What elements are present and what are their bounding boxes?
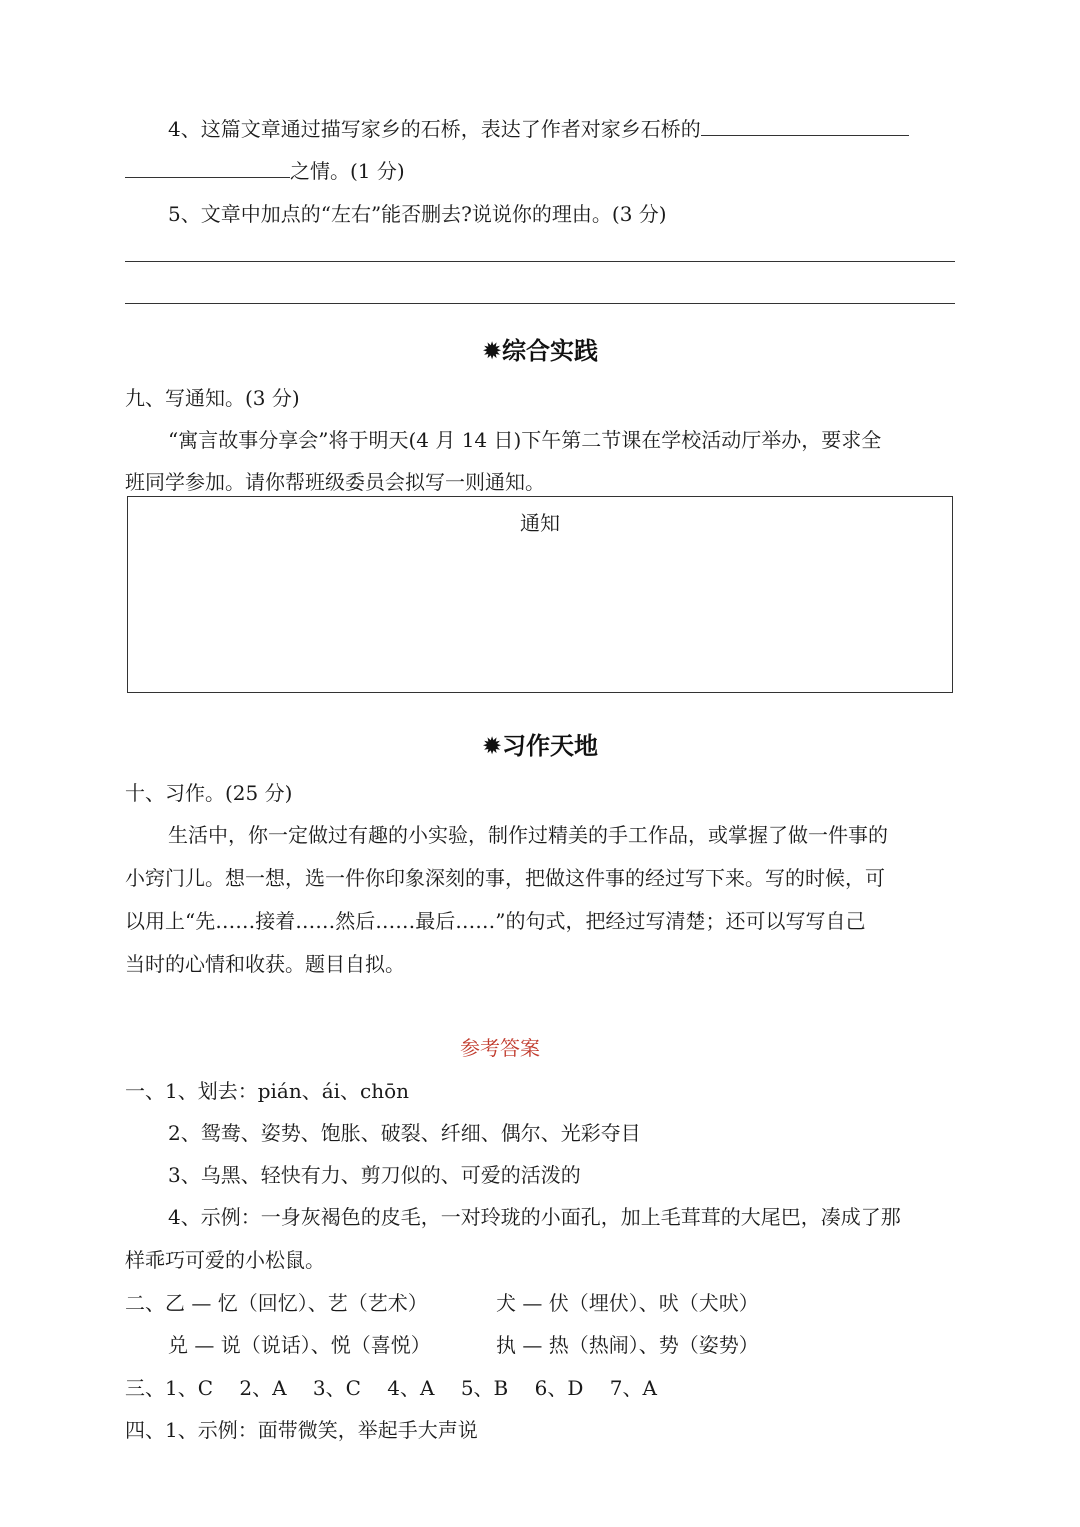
- answers-title: 参考答案: [460, 1036, 540, 1060]
- answer-line: 4、示例：一身灰褐色的皮毛，一对玲珑的小面孔，加上毛茸茸的大尾巴，凑成了那: [168, 1205, 901, 1229]
- answer-line: 执 — 热（热闹）、势（姿势）: [496, 1333, 759, 1357]
- question-4-text: 4、这篇文章通过描写家乡的石桥，表达了作者对家乡石桥的: [168, 117, 701, 141]
- notice-title: 通知: [520, 511, 560, 535]
- question-10-heading: 十、习作。(25 分): [125, 781, 293, 805]
- question-9-heading: 九、写通知。(3 分): [125, 386, 300, 410]
- section-title-writing: [0, 726, 1080, 761]
- notice-writing-box[interactable]: [127, 496, 953, 693]
- answer-line: 一、1、划去：pián、ái、chōn: [125, 1079, 410, 1103]
- answer-line: 2、鸳鸯、姿势、饱胀、破裂、纤细、偶尔、光彩夺目: [168, 1121, 641, 1145]
- answer-line: 3、乌黑、轻快有力、剪刀似的、可爱的活泼的: [168, 1163, 581, 1187]
- question-4-continued: [125, 155, 405, 184]
- section-title-practice: [0, 331, 1080, 366]
- question-10-line: 小窍门儿。想一想，选一件你印象深刻的事，把做这件事的经过写下来。写的时候，可: [125, 866, 885, 890]
- answer-line: 三、1、C 2、A 3、C 4、A 5、B 6、D 7、A: [125, 1376, 657, 1400]
- answer-line: 犬 — 伏（埋伏）、吠（犬吠）: [496, 1291, 759, 1315]
- question-4: [168, 113, 909, 142]
- section-title-text: 习作天地: [502, 732, 599, 760]
- answer-blank[interactable]: [701, 115, 909, 136]
- question-10-line: 以用上“先……接着……然后……最后……”的句式，把经过写清楚；还可以写写自己: [125, 909, 866, 933]
- section-title-text: 综合实践: [502, 337, 599, 365]
- sun-icon: ✹: [481, 337, 503, 365]
- question-10-line: 当时的心情和收获。题目自拟。: [125, 952, 405, 976]
- question-4-end: 之情。(1 分): [290, 159, 405, 183]
- answer-line: 样乖巧可爱的小松鼠。: [125, 1248, 325, 1272]
- sun-icon: ✹: [481, 732, 503, 760]
- answer-line: 兑 — 说（说话）、悦（喜悦）: [168, 1333, 431, 1357]
- answer-line[interactable]: [125, 303, 955, 304]
- question-9-line: “寓言故事分享会”将于明天(4 月 14 日)下午第二节课在学校活动厅举办，要求全: [168, 428, 882, 452]
- question-5: 5、文章中加点的“左右”能否删去?说说你的理由。(3 分): [168, 202, 667, 226]
- answer-line: 二、乙 — 忆（回忆）、艺（艺术）: [125, 1291, 428, 1315]
- answer-line: 四、1、示例：面带微笑，举起手大声说: [125, 1418, 478, 1442]
- question-10-line: 生活中，你一定做过有趣的小实验，制作过精美的手工作品，或掌握了做一件事的: [168, 823, 888, 847]
- answer-line[interactable]: [125, 261, 955, 262]
- question-9-line: 班同学参加。请你帮班级委员会拟写一则通知。: [125, 470, 545, 494]
- answer-blank[interactable]: [125, 157, 290, 178]
